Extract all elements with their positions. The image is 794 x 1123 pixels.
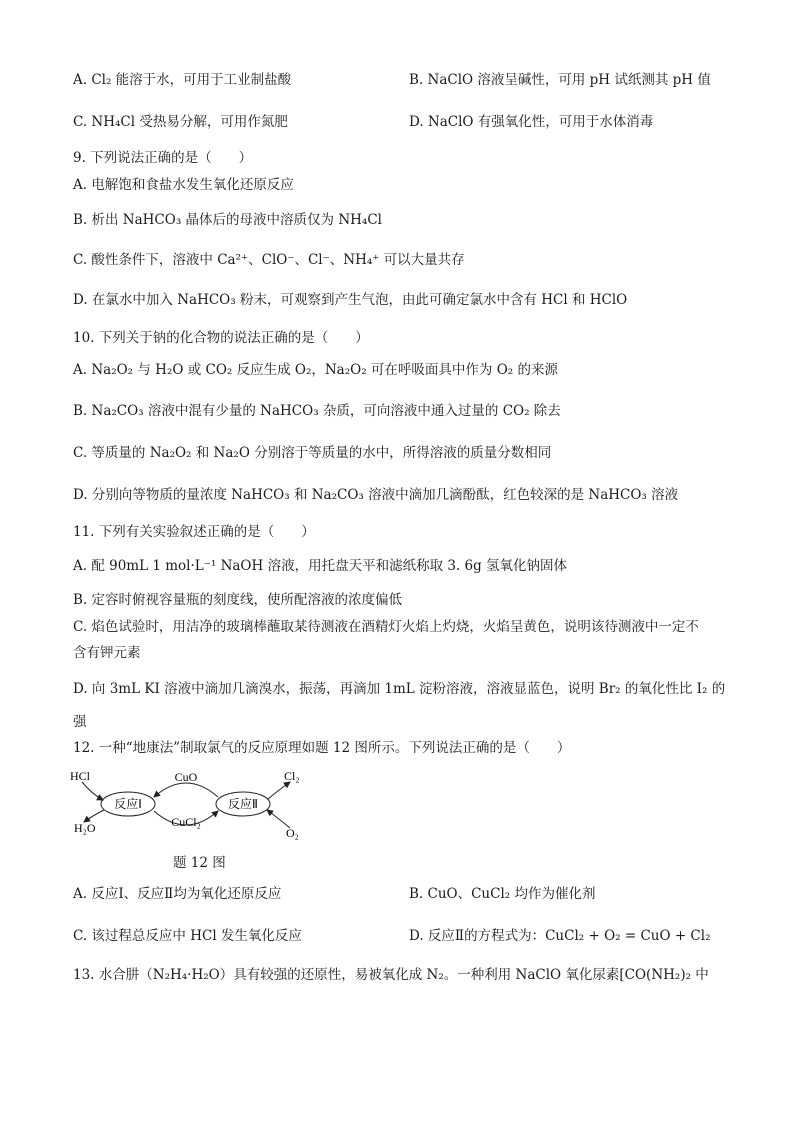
q12-option-d: D. 反应Ⅱ的方程式为：CuCl₂ + O₂ = CuO + Cl₂ (409, 928, 711, 944)
q9-option-c: C. 酸性条件下，溶液中 Ca²⁺、ClO⁻、Cl⁻、NH₄⁺ 可以大量共存 (73, 252, 465, 268)
q8-option-b: B. NaClO 溶液呈碱性，可用 pH 试纸测其 pH 值 (409, 72, 711, 88)
q11-option-a: A. 配 90mL 1 mol·L⁻¹ NaOH 溶液，用托盘天平和滤纸称取 3. 6g 氢氧化钠固体 (73, 558, 568, 574)
reaction-1-label: 反应Ⅰ (114, 797, 142, 811)
q13-stem: 13. 水合肼（N₂H₄·H₂O）具有较强的还原性，易被氧化成 N₂。一种利用 NaClO 氧化尿素[CO(NH₂)₂ 中 (73, 967, 709, 983)
q12-option-b: B. CuO、CuCl₂ 均作为催化剂 (409, 886, 596, 902)
reaction-cycle-diagram (68, 764, 318, 844)
q11-option-b: B. 定容时俯视容量瓶的刻度线，使所配溶液的浓度偏低 (73, 592, 403, 608)
cuo-label: CuO (174, 770, 198, 784)
q12-option-c: C. 该过程总反应中 HCl 发生氧化反应 (73, 928, 302, 944)
o2-label: O₂ (286, 826, 299, 840)
q12-option-a: A. 反应Ⅰ、反应Ⅱ均为氧化还原反应 (73, 886, 282, 902)
q12-stem: 12. 一种“地康法”制取氯气的反应原理如题 12 图所示。下列说法正确的是（ ） (73, 740, 571, 756)
q11-option-c-line1: C. 焰色试验时，用洁净的玻璃棒蘸取某待测液在酒精灯火焰上灼烧，火焰呈黄色，说明该待测液中一定不 (73, 619, 699, 635)
q11-option-d-line2: 强 (73, 714, 87, 730)
q9-option-b: B. 析出 NaHCO₃ 晶体后的母液中溶质仅为 NH₄Cl (73, 212, 382, 228)
q10-option-b: B. Na₂CO₃ 溶液中混有少量的 NaHCO₃ 杂质，可向溶液中通入过量的 CO₂ 除去 (73, 403, 561, 419)
q8-option-a: A. Cl₂ 能溶于水，可用于工业制盐酸 (73, 72, 292, 88)
q9-option-a: A. 电解饱和食盐水发生氧化还原反应 (73, 177, 294, 193)
q10-option-a: A. Na₂O₂ 与 H₂O 或 CO₂ 反应生成 O₂，Na₂O₂ 可在呼吸面具中作为 O₂ 的来源 (73, 362, 558, 378)
reaction-2-label: 反应Ⅱ (228, 797, 258, 811)
cucl2-label: CuCl₂ (171, 815, 201, 829)
q11-option-d-line1: D. 向 3mL KI 溶液中滴加几滴溴水，振荡，再滴加 1mL 淀粉溶液，溶液显蓝色，说明 Br₂ 的氧化性比 I₂ 的 (73, 681, 726, 697)
q9-option-d: D. 在氯水中加入 NaHCO₃ 粉末，可观察到产生气泡，由此可确定氯水中含有 HCl 和 HClO (73, 292, 628, 308)
q10-option-d: D. 分别向等物质的量浓度 NaHCO₃ 和 Na₂CO₃ 溶液中滴加几滴酚酞，红色较深的是 NaHCO₃ 溶液 (73, 487, 679, 503)
q11-option-c-line2: 含有钾元素 (73, 645, 141, 661)
cl2-label: Cl₂ (284, 769, 300, 783)
hcl-arrow (82, 782, 103, 800)
hcl-label: HCl (70, 769, 91, 783)
cuo-arrow (154, 783, 218, 797)
figure-caption: 题 12 图 (173, 855, 226, 871)
q9-stem: 9. 下列说法正确的是（ ） (73, 150, 253, 166)
q10-option-c: C. 等质量的 Na₂O₂ 和 Na₂O 分别溶于等质量的水中，所得溶液的质量分数相同 (73, 445, 552, 461)
q8-option-d: D. NaClO 有强氧化性，可用于水体消毒 (409, 114, 654, 130)
cl2-arrow (268, 782, 290, 799)
h2o-label: H₂O (74, 821, 96, 835)
q11-stem: 11. 下列有关实验叙述正确的是（ ） (73, 524, 315, 540)
q8-option-c: C. NH₄Cl 受热易分解，可用作氮肥 (73, 114, 288, 130)
q10-stem: 10. 下列关于钠的化合物的说法正确的是（ ） (73, 330, 369, 346)
